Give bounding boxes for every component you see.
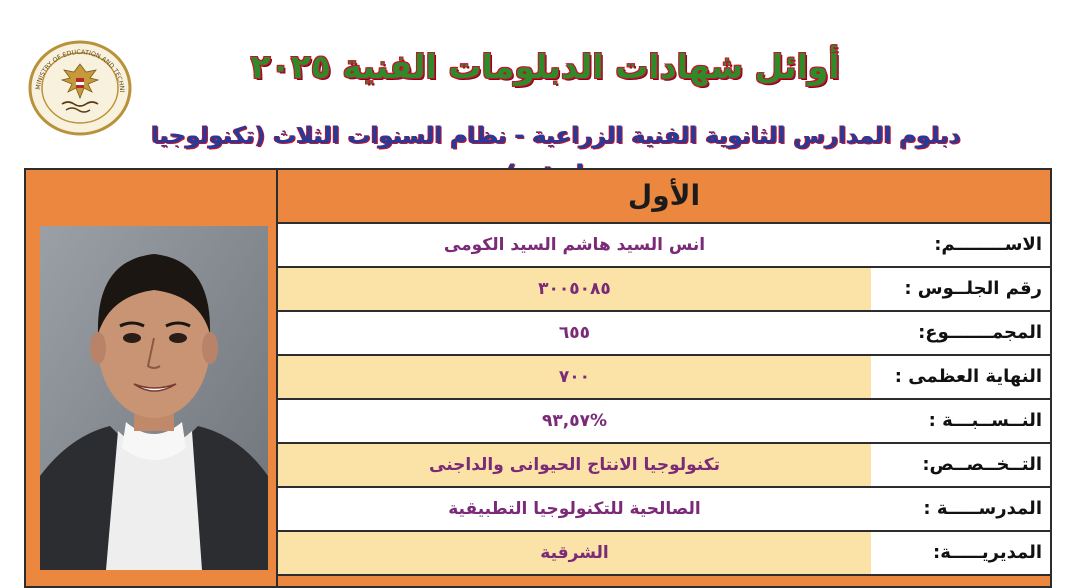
row-seat-number xyxy=(278,268,1050,312)
row-directorate xyxy=(278,532,1050,576)
percentage-label: النــســبـــة : xyxy=(871,400,1050,442)
row-specialization xyxy=(278,444,1050,488)
page-subtitle: دبلوم المدارس الثانوية الفنية الزراعية - نظام السنوات الثلاث (تكنولوجيا xyxy=(151,123,961,149)
student-photo xyxy=(40,226,268,570)
total-value: ٦٥٥ xyxy=(278,312,873,354)
row-school xyxy=(278,488,1050,532)
directorate-label: المديريـــــة: xyxy=(871,532,1050,574)
student-name-value: انس السيد هاشم السيد الكومى xyxy=(278,224,873,266)
student-photo-image xyxy=(40,226,268,570)
seat-number-value: ٣٠٠٥٠٨٥ xyxy=(278,268,873,310)
page-title: أوائل شهادات الدبلومات الفنية ٢٠٢٥ xyxy=(250,47,840,86)
percentage-value: %٩٣,٥٧ xyxy=(278,400,873,442)
directorate-value: الشرقية xyxy=(278,532,873,574)
specialization-label: التــخــصــص: xyxy=(871,444,1050,486)
school-label: المدرســـــة : xyxy=(871,488,1050,530)
ministry-of-education-seal-icon xyxy=(28,40,132,136)
logo-arc-text: MINISTRY OF EDUCATION AND TECHNI xyxy=(34,48,126,93)
max-score-label: النهاية العظمى : xyxy=(871,356,1050,398)
result-card xyxy=(24,168,1052,588)
info-table xyxy=(278,224,1050,576)
row-total xyxy=(278,312,1050,356)
row-max-score xyxy=(278,356,1050,400)
max-score-value: ٧٠٠ xyxy=(278,356,873,398)
row-percentage xyxy=(278,400,1050,444)
seat-number-label: رقم الجلــوس : xyxy=(871,268,1050,310)
total-label: المجمـــــــوع: xyxy=(871,312,1050,354)
student-name-label: الاســــــــم: xyxy=(871,224,1050,266)
specialization-value: تكنولوجيا الانتاج الحيوانى والداجنى xyxy=(278,444,873,486)
row-name xyxy=(278,224,1050,268)
photo-panel xyxy=(26,170,278,586)
school-value: الصالحية للتكنولوجيا التطبيقية xyxy=(278,488,873,530)
ministry-logo xyxy=(28,40,132,136)
rank-title: الأول xyxy=(278,170,1050,224)
